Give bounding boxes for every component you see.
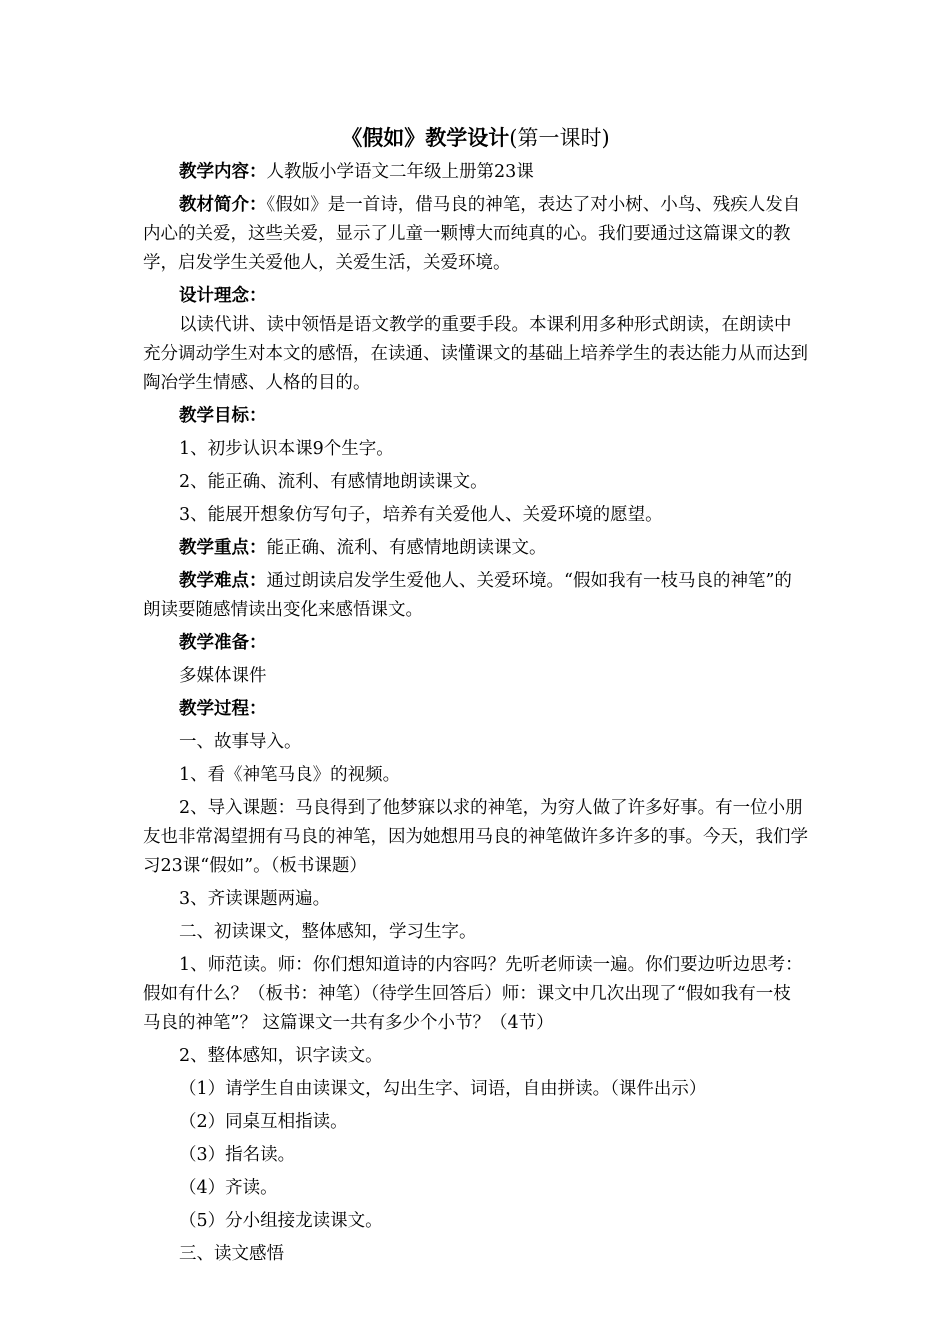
focus-label: 教学重点： — [179, 538, 267, 558]
section-1-step-1: 1、看《神笔马良》的视频。 — [179, 765, 401, 785]
intro-paragraph — [143, 191, 808, 278]
goal-item-2: 2、能正确、流利、有感情地朗读课文。 — [179, 472, 488, 492]
difficulty-label: 教学难点： — [179, 571, 267, 591]
goal-item-3: 3、能展开想象仿写句子，培养有关爱他人、关爱环境的愿望。 — [179, 505, 663, 525]
prep-text: 多媒体课件 — [179, 666, 267, 686]
page-title — [143, 120, 808, 156]
prep-label: 教学准备： — [179, 633, 267, 653]
section-2-sub-1: （1）请学生自由读课文，勾出生字、词语，自由拼读。（课件出示） — [179, 1079, 707, 1099]
section-2-step-2: 2、整体感知，识字读文。 — [179, 1046, 383, 1066]
focus-paragraph — [143, 534, 808, 563]
content-label: 教学内容： — [179, 162, 267, 182]
section-2-step-1: 1、师范读。师：你们想知道诗的内容吗？先听老师读一遍。你们要边听边思考：假如有什么？（板书：神笔）（待学生回答后）师：课文中几次出现了“假如我有一枝马良的神笔”？ 这篇课文一共有多少个小节？（4节） — [143, 955, 803, 1033]
section-1-step-2: 2、导入课题：马良得到了他梦寐以求的神笔，为穷人做了许多好事。有一位小朋友也非常渴望拥有马良的神笔，因为她想用马良的神笔做许多许多的事。今天，我们学习23课“假如”。（板书课题） — [143, 798, 808, 876]
intro-label: 教材简介： — [179, 195, 267, 215]
difficulty-text: 通过朗读启发学生爱他人、关爱环境。“假如我有一枝马良的神笔”的朗读要随感情读出变化来感悟课文。 — [143, 571, 792, 620]
section-2-sub-5: （5）分小组接龙读课文。 — [179, 1211, 383, 1231]
content-text: 人教版小学语文二年级上册第23课 — [266, 162, 534, 182]
section-2-sub-3: （3）指名读。 — [179, 1145, 296, 1165]
content-paragraph — [143, 158, 808, 187]
section-1-step-3: 3、齐读课题两遍。 — [179, 889, 331, 909]
title-main: 《假如》教学设计 — [341, 125, 510, 150]
concept-label: 设计理念： — [179, 286, 267, 306]
document-body — [143, 120, 808, 1269]
section-1-heading: 一、故事导入。 — [179, 732, 302, 752]
section-3-heading: 三、读文感悟 — [179, 1244, 284, 1264]
goals-label: 教学目标： — [179, 406, 267, 426]
section-2-sub-4: （4）齐读。 — [179, 1178, 278, 1198]
difficulty-paragraph — [143, 567, 808, 625]
section-2-sub-2: （2）同桌互相指读。 — [179, 1112, 348, 1132]
process-label: 教学过程： — [179, 699, 267, 719]
title-sub: (第一课时) — [509, 126, 610, 150]
section-2-heading: 二、初读课文，整体感知，学习生字。 — [179, 922, 477, 942]
focus-text: 能正确、流利、有感情地朗读课文。 — [266, 538, 547, 558]
concept-text: 以读代讲、读中领悟是语文教学的重要手段。本课利用多种形式朗读，在朗读中充分调动学生对本文的感悟，在读通、读懂课文的基础上培养学生的表达能力从而达到陶冶学生情感、人格的目的。 — [143, 315, 808, 393]
intro-text: 《假如》是一首诗，借马良的神笔，表达了对小树、小鸟、残疾人发自内心的关爱，这些关爱，显示了儿童一颗博大而纯真的心。我们要通过这篇课文的教学，启发学生关爱他人，关爱生活，关爱环境。 — [143, 195, 801, 273]
goal-item-1: 1、初步认识本课9个生字。 — [179, 439, 394, 459]
